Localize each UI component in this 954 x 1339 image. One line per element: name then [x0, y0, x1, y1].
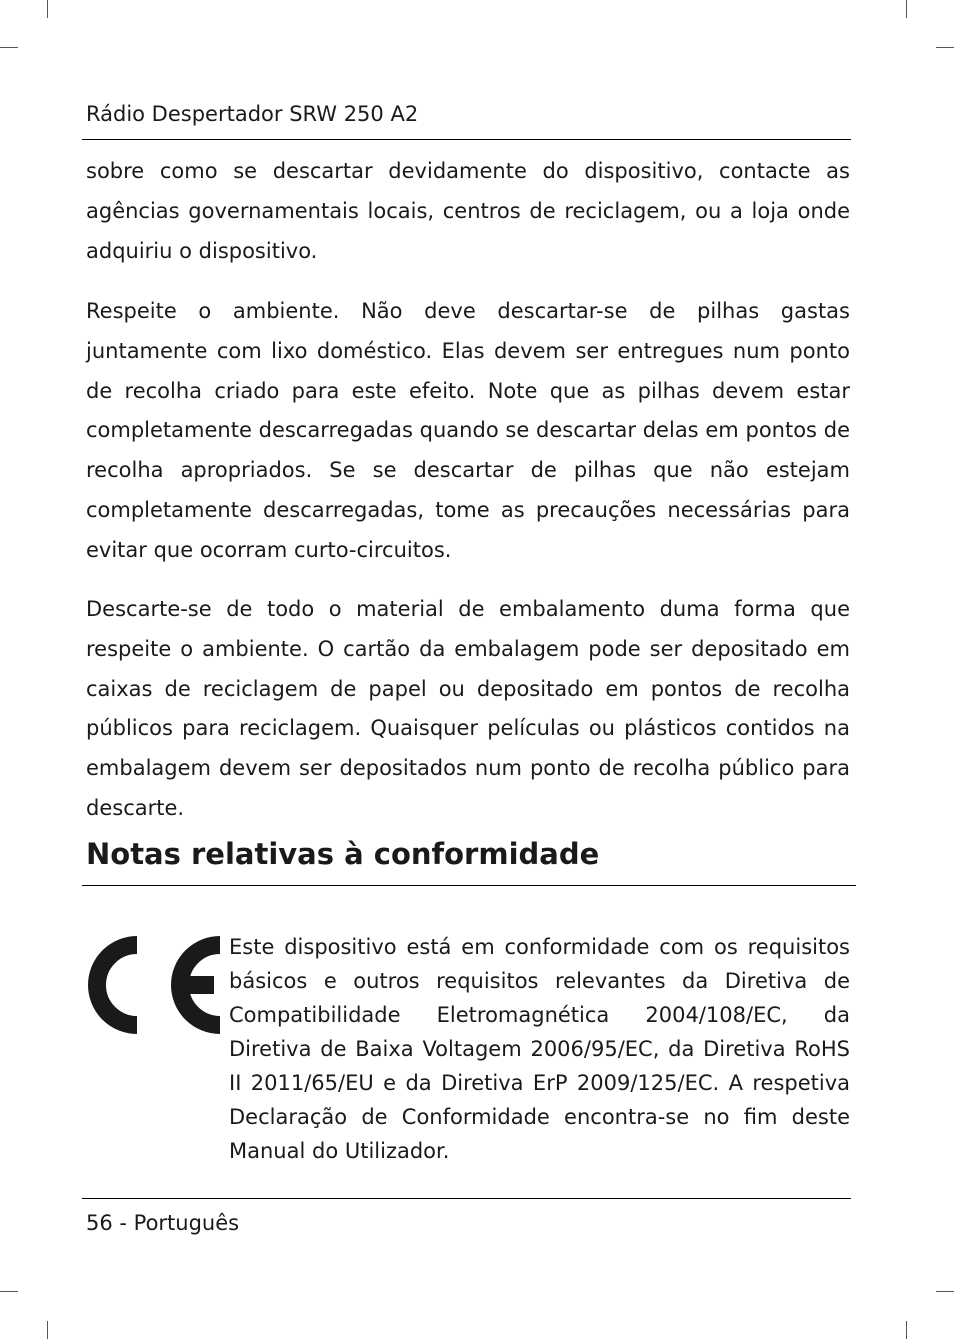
crop-mark: [936, 1291, 954, 1292]
crop-mark: [0, 1291, 18, 1292]
crop-mark: [906, 1321, 907, 1339]
paragraph-batteries: Respeite o ambiente. Não deve descartar-se de pilhas gastas juntamente com lixo doméstico. Elas devem ser entregues num ponto de recolha criado para este efeito. Note que as pilhas devem estar completamente descarregadas quando se descartar delas em pontos de recolha apropriados. Se se descartar de pilhas que não estejam completamente descarregadas, tome as precauções necessárias para evitar que ocorram curto-circuitos.: [86, 299, 850, 562]
crop-mark: [936, 47, 954, 48]
ce-mark-icon: [84, 935, 224, 1035]
crop-mark: [0, 47, 18, 48]
header-rule: [82, 139, 851, 140]
crop-mark: [47, 1321, 48, 1339]
crop-mark: [906, 0, 907, 18]
section-heading: Notas relativas à conformidade: [86, 837, 600, 871]
running-header: Rádio Despertador SRW 250 A2: [86, 102, 419, 126]
section-rule: [82, 885, 856, 886]
conformity-text: Este dispositivo está em conformidade com os requisitos básicos e outros requisitos relevantes da Diretiva de Compatibilidade Eletromagnética 2004/108/EC, da Diretiva de Baixa Voltagem 2006/95/EC, da Diretiva RoHS II 2011/65/EU e da Diretiva ErP 2009/125/EC. A respetiva Declaração de Conformidade encontra-se no fim deste Manual do Utilizador.: [229, 935, 850, 1163]
page-footer: 56 - Português: [86, 1211, 240, 1235]
footer-rule: [82, 1198, 851, 1199]
paragraph-packaging: Descarte-se de todo o material de embalamento duma forma que respeite o ambiente. O cartão da embalagem pode ser depositado em caixas de reciclagem de papel ou depositado em pontos de recolha públicos para reciclagem. Quaisquer películas ou plásticos contidos na embalagem devem ser depositados num ponto de recolha público para descarte.: [86, 597, 850, 820]
crop-mark: [47, 0, 48, 18]
paragraph-disposal-info: sobre como se descartar devidamente do dispositivo, contacte as agências governamentais locais, centros de reciclagem, ou a loja onde adquiriu o dispositivo.: [86, 159, 850, 263]
